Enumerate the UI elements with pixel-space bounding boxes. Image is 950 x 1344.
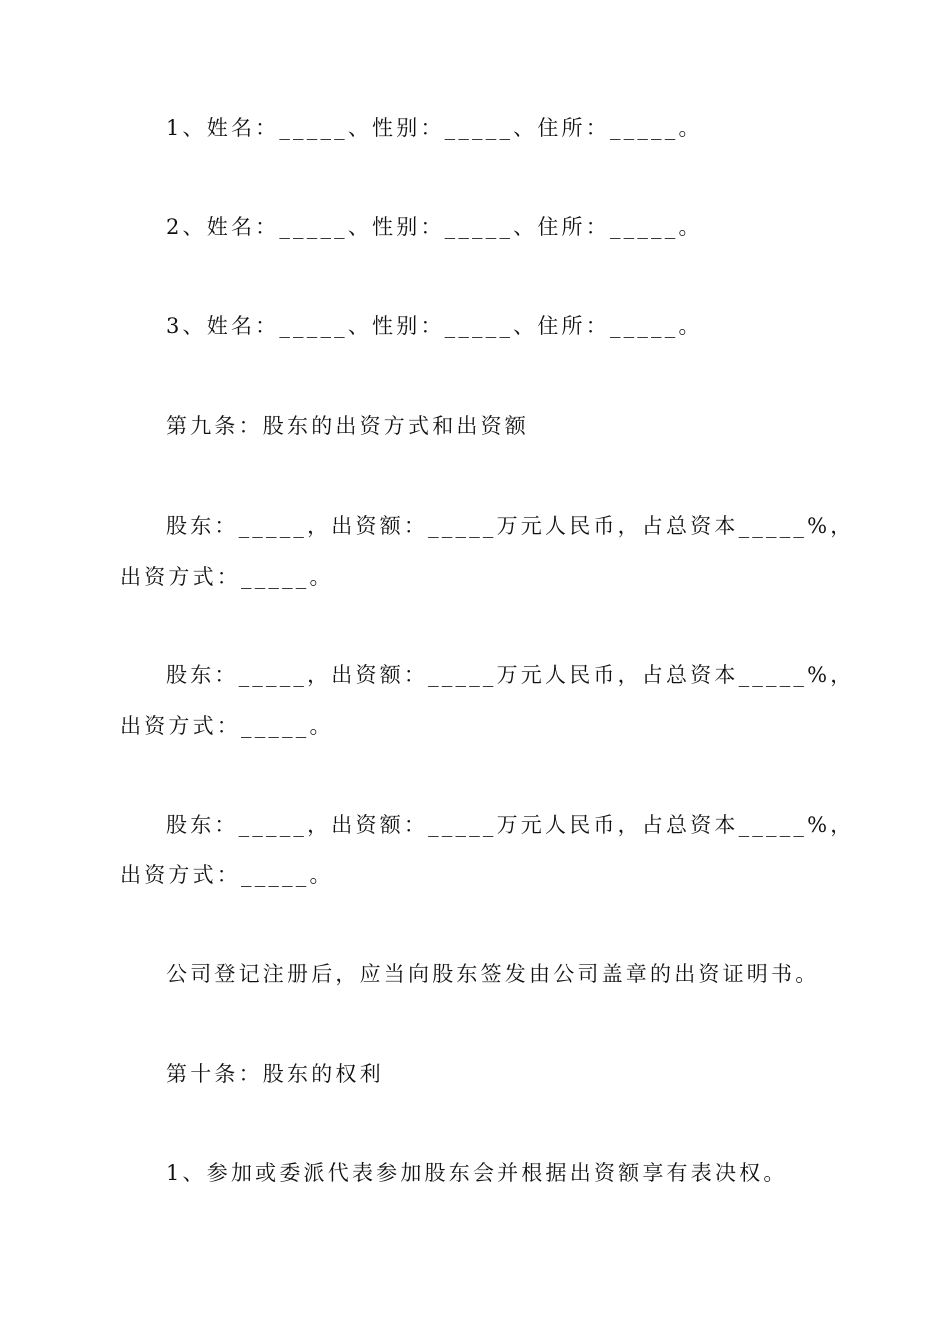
- contribution-3-line-1: 股东：_____，出资额：_____万元人民币，占总资本_____%，: [166, 813, 855, 837]
- contribution-2-line-2: 出资方式：_____。: [120, 714, 334, 738]
- contribution-3-line-2: 出资方式：_____。: [120, 863, 334, 887]
- article-9-heading: 第九条：股东的出资方式和出资额: [166, 414, 529, 438]
- contribution-2-line-1: 股东：_____，出资额：_____万元人民币，占总资本_____%，: [166, 663, 855, 687]
- certificate-note: 公司登记注册后，应当向股东签发由公司盖章的出资证明书。: [166, 962, 820, 986]
- shareholder-line-3: 3、姓名：_____、性别：_____、住所：_____。: [166, 314, 703, 338]
- contribution-1-line-1: 股东：_____，出资额：_____万元人民币，占总资本_____%，: [166, 514, 855, 538]
- right-item-1: 1、参加或委派代表参加股东会并根据出资额享有表决权。: [166, 1161, 788, 1185]
- contribution-1-line-2: 出资方式：_____。: [120, 565, 334, 589]
- shareholder-line-1: 1、姓名：_____、性别：_____、住所：_____。: [166, 116, 703, 140]
- shareholder-line-2: 2、姓名：_____、性别：_____、住所：_____。: [166, 215, 703, 239]
- article-10-heading: 第十条：股东的权利: [166, 1062, 384, 1086]
